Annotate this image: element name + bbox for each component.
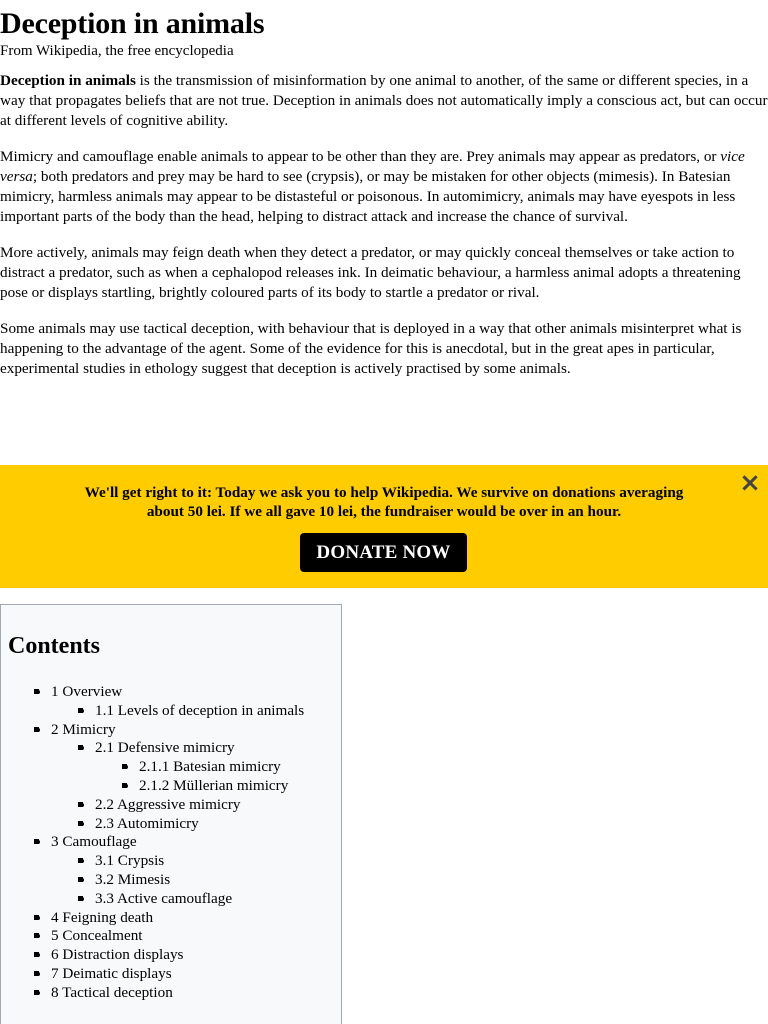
lead-paragraph-2-text-b: ; both predators and prey may be hard to see (crypsis), or may be mistaken for other objects (mimesis). In Batesian mimicry, harmless animals may appear to be distasteful or poisonous. In automimicry, animals may have eyespots in less important parts of the body than the head, helping to distract attack and increase the chance of survival. [0, 168, 736, 225]
toc-link[interactable]: 1 Overview [51, 683, 123, 700]
toc-item[interactable] [51, 682, 122, 701]
toc-link[interactable]: 7 Deimatic displays [51, 965, 172, 982]
lead-paragraph-1-text: is the transmission of misinformation by one animal to another, of the same or different species, in a way that propagates beliefs that are not true. Deception in animals does not automatically imply a conscious act, but can occur at different levels of cognitive ability. [0, 72, 768, 129]
toc-item[interactable] [95, 795, 241, 814]
square-bullet-icon [78, 708, 83, 713]
tagline: From Wikipedia, the free encyclopedia [0, 43, 234, 59]
square-bullet-icon [34, 933, 39, 938]
lead-paragraph-2-italic: vice versa [0, 148, 745, 185]
toc-link[interactable]: 3 Camouflage [51, 833, 137, 851]
square-bullet-icon [34, 952, 39, 957]
square-bullet-icon [78, 745, 83, 750]
toc-link[interactable]: 6 Distraction displays [51, 946, 184, 964]
toc-item[interactable] [139, 776, 288, 795]
square-bullet-icon [122, 764, 127, 769]
toc-link[interactable]: 2.2 Aggressive mimicry [95, 795, 241, 813]
square-bullet-icon [78, 802, 83, 807]
fundraising-banner [0, 465, 768, 588]
toc-link[interactable]: 3.3 Active camouflage [95, 889, 233, 907]
toc-item[interactable] [95, 701, 304, 720]
toc-item[interactable] [139, 757, 281, 776]
toc-item[interactable] [95, 851, 164, 870]
lead-paragraph-2 [0, 147, 768, 227]
toc-link[interactable]: 2.1.2 Müllerian mimicry [139, 777, 289, 794]
toc-item[interactable] [51, 983, 173, 1002]
toc-item[interactable] [51, 908, 153, 927]
close-icon[interactable]: × [739, 468, 761, 498]
square-bullet-icon [78, 896, 83, 901]
toc-link[interactable]: 1.1 Levels of deception in animals [95, 701, 305, 719]
page-title: Deception in animals [0, 7, 265, 40]
toc-link[interactable]: 3.2 Mimesis [95, 871, 171, 888]
lead-paragraph-4: Some animals may use tactical deception, with behaviour that is deployed in a way that other animals misinterpret what is happening to the advantage of the agent. Some of the evidence for this is anecdotal, but in the great apes in particular, experimental studies in ethology suggest that deception is actively practised by some animals. [0, 320, 742, 377]
banner-message-line-2: about 50 lei. If we all gave 10 lei, the fundraiser would be over in an hour. [146, 503, 622, 520]
toc-link[interactable]: 3.1 Crypsis [95, 852, 165, 870]
square-bullet-icon [34, 990, 39, 995]
square-bullet-icon [78, 821, 83, 826]
toc-heading: Contents [8, 633, 101, 659]
toc-item[interactable] [51, 945, 183, 964]
square-bullet-icon [78, 858, 83, 863]
toc-link[interactable]: 4 Feigning death [51, 908, 154, 926]
square-bullet-icon [34, 971, 39, 976]
toc-link[interactable]: 5 Concealment [51, 927, 143, 945]
toc-link[interactable]: 8 Tactical deception [51, 983, 173, 1001]
toc-link[interactable]: 2.3 Automimicry [95, 814, 199, 832]
toc-item[interactable] [95, 814, 199, 833]
toc-item[interactable] [95, 738, 235, 757]
square-bullet-icon [34, 915, 39, 920]
lead-bold-term: Deception in animals [0, 72, 136, 89]
toc-item[interactable] [51, 832, 137, 851]
toc-link[interactable]: 2.1.1 Batesian mimicry [139, 758, 281, 776]
toc-link[interactable]: 2.1 Defensive mimicry [95, 739, 235, 757]
square-bullet-icon [34, 689, 39, 694]
banner-message-line-1: We'll get right to it: Today we ask you to help Wikipedia. We survive on donations averaging [84, 484, 684, 501]
toc-item[interactable] [95, 870, 170, 889]
toc-link[interactable]: 2 Mimicry [51, 720, 116, 738]
banner-message [20, 483, 748, 521]
square-bullet-icon [34, 839, 39, 844]
square-bullet-icon [78, 877, 83, 882]
lead-paragraph-2-text-a: Mimicry and camouflage enable animals to appear to be other than they are. Prey animals may appear as predators, or [0, 148, 721, 165]
toc-item[interactable] [51, 720, 116, 739]
donate-now-button[interactable]: DONATE NOW [300, 533, 467, 572]
toc-item[interactable] [51, 964, 172, 983]
lead-paragraph-3: More actively, animals may feign death when they detect a predator, or may quickly conceal themselves or take action to distract a predator, such as when a cephalopod releases ink. In deimatic behaviour, a harmless animal adopts a threatening pose or displays startling, brightly coloured parts of its body to startle a predator or rival. [0, 244, 741, 301]
square-bullet-icon [34, 727, 39, 732]
toc-item[interactable] [51, 926, 143, 945]
lead-paragraph-1 [0, 71, 768, 131]
square-bullet-icon [122, 783, 127, 788]
toc-item[interactable] [95, 889, 232, 908]
